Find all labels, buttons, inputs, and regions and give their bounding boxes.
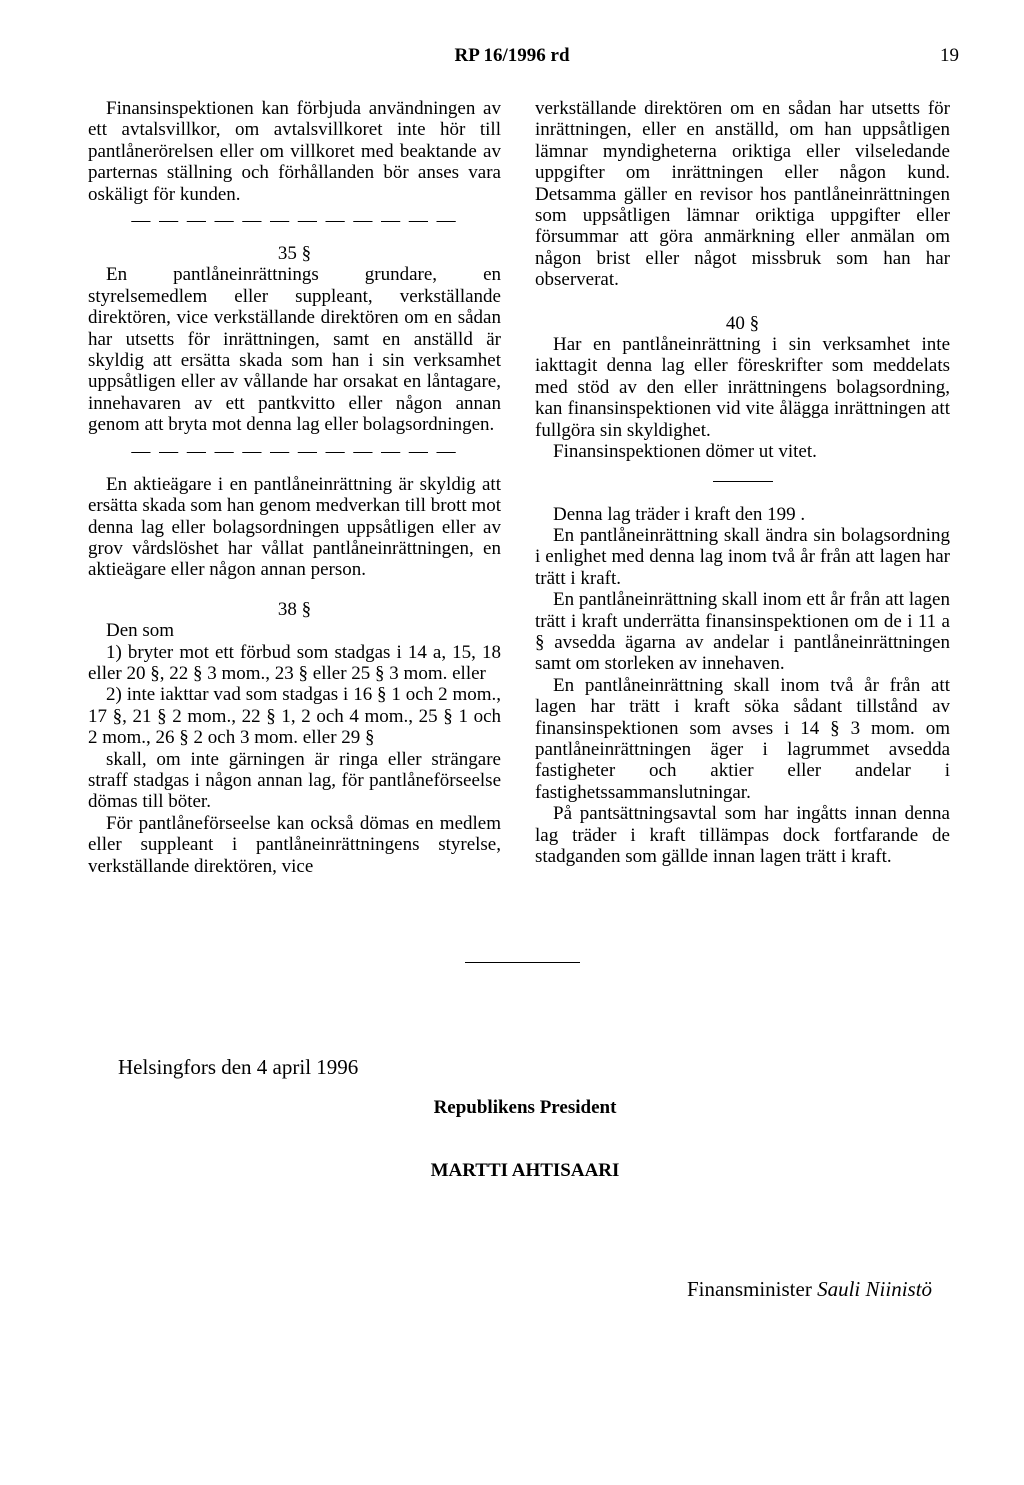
page-number: 19 xyxy=(940,45,959,66)
paragraph: Den som xyxy=(106,620,175,642)
section-heading-40: 40 § xyxy=(725,312,760,334)
place-and-date: Helsingfors den 4 april 1996 xyxy=(118,1055,359,1079)
section-heading-35: 35 § xyxy=(277,243,312,265)
paragraph: En aktieägare i en pantlåneinrättning är skyldig att ersätta skada som han genom medverkan till brott mot denna lag eller bolagsordningen uppsåtligen eller av grov vårdslöshet har vållat pantlåneinrättningen, en aktieägare eller någon annan person. xyxy=(88,473,501,581)
paragraph: Har en pantlåneinrättning i sin verksamhet inte iakttagit denna lag eller föreskrifter som meddelats med stöd av den eller inrättningens bolagsordning, kan finansinspektionen vid vite ålägga inrättningen att fullgöra sin skyldighet. xyxy=(535,334,950,441)
section-divider xyxy=(713,481,773,482)
paragraph: En pantlåneinrättning skall inom ett år från att lagen trätt i kraft underrätta finansinspektionen om de i 11 a § avsedda ägarna av andelar i pantlåneinrättningen samt om storleken av innehaven. xyxy=(535,589,950,675)
paragraph: Finansinspektionen dömer ut vitet. xyxy=(553,441,817,463)
paragraph: verkställande direktören om en sådan har utsetts för inrättningen, eller en anställd, om han uppsåtligen lämnar myndigheterna oriktiga eller vilseledande uppgifter om inrättningen eller någon kund. Detsamma gäller en revisor hos pantlåneinrättningen som uppsåtligen lämnar oriktiga uppgifter eller försummar att göra anmärkning eller anmälan om någon brist eller något missbruk som han har observerat. xyxy=(535,98,950,291)
omission-separator: — — — — — — — — — — — — xyxy=(131,440,458,462)
left-column xyxy=(88,98,501,877)
signer-title: Republikens President xyxy=(433,1097,617,1118)
paragraph: En pantlåneinrättning skall inom två år från att lagen har trätt i kraft söka sådant tillstånd av finansinspektionen som avses i 14 § 3 mom. om pantlåneinrättningen äger i lagrummet avsedda fastigheter och aktier eller andelar i fastighetssammanslutningar. xyxy=(535,674,950,803)
minister-signature xyxy=(687,1277,932,1302)
list-item: 1) bryter mot ett förbud som stadgas i 14 a, 15, 18 eller 20 §, 22 § 3 mom., 23 § eller 25 § 3 mom. eller xyxy=(88,641,501,684)
minister-title: Finansminister xyxy=(687,1277,818,1301)
paragraph: Denna lag träder i kraft den 199 . xyxy=(553,503,806,525)
section-heading-38: 38 § xyxy=(277,598,312,620)
paragraph: Finansinspektionen kan förbjuda användningen av ett avtalsvillkor, om avtalsvillkoret inte hör till pantlånerörelsen eller om villkoret med beaktande av parternas ställning och förhållanden bör anses vara oskäligt för kunden. xyxy=(88,98,501,205)
closing-divider xyxy=(465,962,580,963)
signer-name: MARTTI AHTISAARI xyxy=(430,1160,620,1181)
list-item: 2) inte iakttar vad som stadgas i 16 § 1 och 2 mom., 17 §, 21 § 2 mom., 22 § 1, 2 och 4 mom., 25 § 1 och 2 mom., 26 § 2 och 3 mom. eller 29 § xyxy=(88,684,501,749)
paragraph: En pantlåneinrättnings grundare, en styrelsemedlem eller suppleant, verkställande direktören, vice verkställande direktören om en sådan har utsetts för inrättningen, samt en anställd är skyldig att ersätta skada som han i sin verksamhet uppsåtligen eller av vållande har orsakat en låntagare, innehavaren av ett pantkvitto eller någon annan genom att bryta mot denna lag eller bolagsordningen. xyxy=(88,264,501,436)
paragraph: skall, om inte gärningen är ringa eller strängare straff stadgas i någon annan lag, för pantlåneförseelse dömas till böter. xyxy=(88,748,501,813)
omission-separator: — — — — — — — — — — — — xyxy=(131,210,458,232)
paragraph: En pantlåneinrättning skall ändra sin bolagsordning i enlighet med denna lag inom två år från att lagen har trätt i kraft. xyxy=(535,524,950,589)
paragraph: På pantsättningsavtal som har ingåtts innan denna lag träder i kraft tillämpas dock fortfarande de stadganden som gällde innan lagen trätt i kraft. xyxy=(535,803,950,867)
right-column xyxy=(535,98,950,867)
paragraph: För pantlåneförseelse kan också dömas en medlem eller suppleant i pantlåneinrättningens styrelse, verkställande direktören, vice xyxy=(88,812,501,877)
minister-name: Sauli Niinistö xyxy=(817,1277,933,1301)
document-id: RP 16/1996 rd xyxy=(454,45,570,66)
